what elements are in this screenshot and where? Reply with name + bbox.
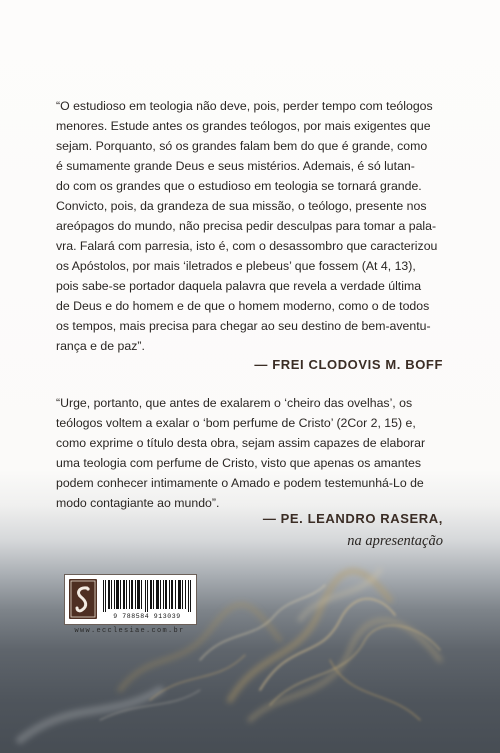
quote-line: Convicto, pois, da grandeza de sua missão, o teólogo, presente nos	[56, 199, 427, 213]
quote-line: os tempos, mais precisa para chegar ao seu destino de bem-aventu-	[56, 319, 431, 333]
quote-line: como exprime o título desta obra, sejam assim capazes de elaborar	[56, 436, 426, 450]
quote-line: areópagos do mundo, não precisa pedir desculpas para tomar a pala-	[56, 219, 437, 233]
quote-line: é sumamente grande Deus e seus mistérios. Ademais, é só lutan-	[56, 159, 415, 173]
quote-line: uma teologia com perfume de Cristo, visto que apenas os amantes	[56, 456, 422, 470]
quote-line: rança e de paz”.	[56, 339, 145, 353]
quote-line: podem conhecer intimamente o Amado e podem testemunhá-Lo de	[56, 476, 424, 490]
quote-line: sejam. Porquanto, só os grandes falam bem do que é grande, como	[56, 139, 428, 153]
quote-line: vra. Falará com parresia, isto é, com o desassombro que caracterizou	[56, 239, 438, 253]
publisher-logo-icon	[69, 579, 97, 619]
quote-line: do com os grandes que o estudioso em teologia se tornará grande.	[56, 179, 422, 193]
quote-line: teólogos voltem a exalar o ‘bom perfume de Cristo’ (2Cor 2, 15) e,	[56, 416, 416, 430]
attribution-rasera: — PE. LEANDRO RASERA,	[262, 511, 443, 526]
quote-line: menores. Estude antes os grandes teólogos, por mais exigentes que	[56, 119, 431, 133]
isbn-barcode	[64, 574, 197, 625]
quote-rasera	[56, 393, 443, 513]
attribution-role: na apresentação	[347, 533, 443, 549]
quote-line: pois sabe-se portador daquela palavra que revela a verdade última	[56, 279, 422, 293]
quote-line: “O estudioso em teologia não deve, pois, perder tempo com teólogos	[56, 99, 433, 113]
quote-boff	[56, 96, 443, 356]
attribution-boff: — FREI CLODOVIS M. BOFF	[254, 357, 443, 372]
quote-line: “Urge, portanto, que antes de exalarem o ‘cheiro das ovelhas’, os	[56, 396, 413, 410]
publisher-website: www.ecclesiae.com.br	[74, 627, 185, 635]
isbn-number: 9 788584 913039	[113, 613, 181, 620]
quote-line: de Deus e do homem e de que o homem moderno, como o de todos	[56, 299, 430, 313]
quote-line: os Apóstolos, por mais ‘iletrados e plebeus’ que fossem (At 4, 13),	[56, 259, 416, 273]
barcode-bars	[103, 580, 191, 612]
quote-line: modo contagiante ao mundo”.	[56, 496, 220, 510]
